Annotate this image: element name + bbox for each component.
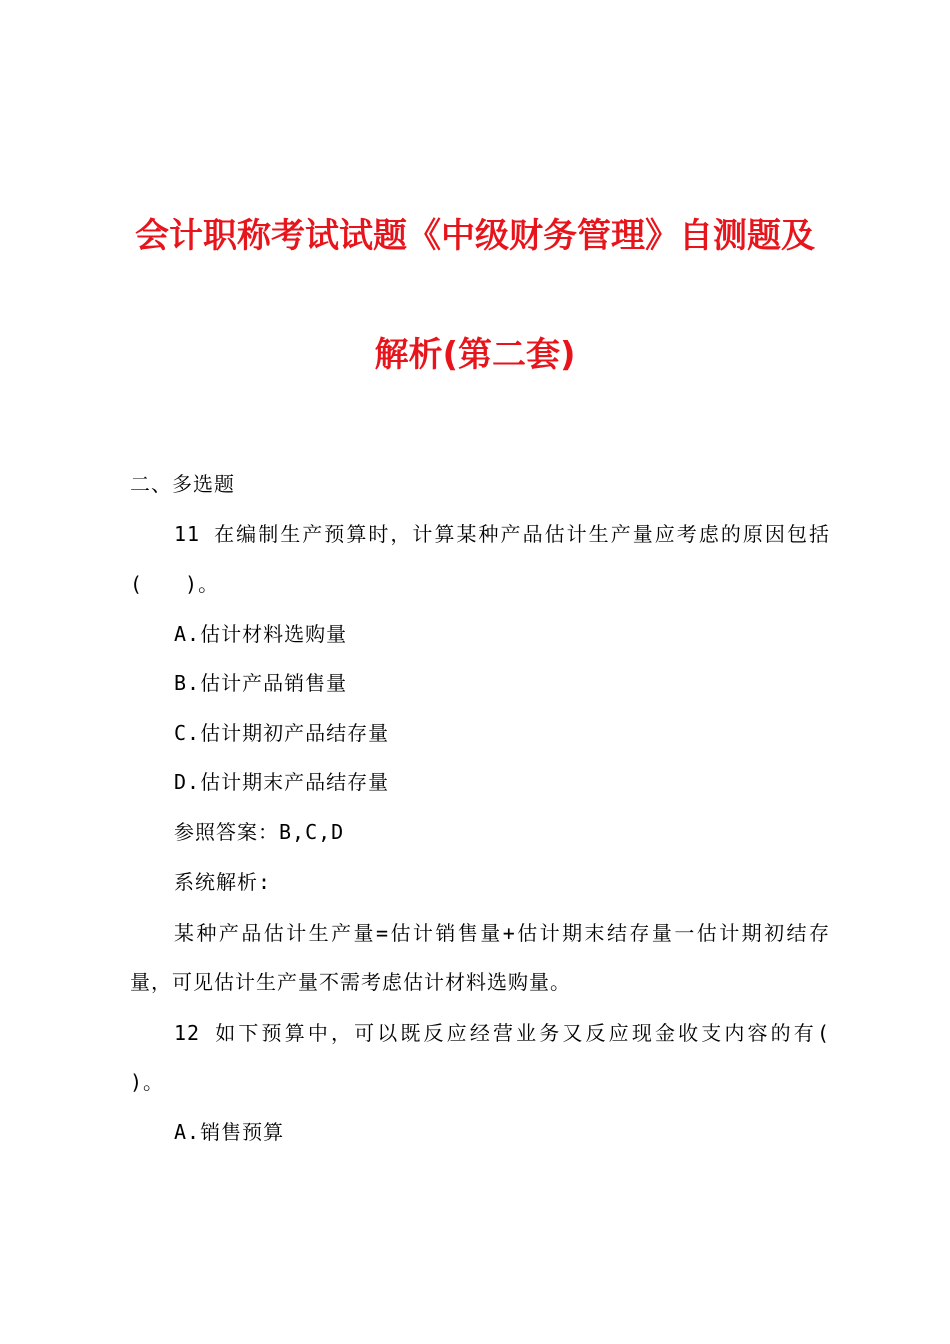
question-11-option-a: A.估计材料选购量 <box>174 622 348 646</box>
question-12-stem-line-2: )。 <box>130 1070 165 1094</box>
question-11-option-d: D.估计期末产品结存量 <box>174 770 390 794</box>
question-11-option-c: C.估计期初产品结存量 <box>174 721 390 745</box>
question-11-option-b: B.估计产品销售量 <box>174 671 348 695</box>
question-11-analysis-line-1: 某种产品估计生产量=估计销售量+估计期末结存量一估计期初结存 <box>174 921 830 945</box>
question-11-answer: 参照答案：B,C,D <box>174 820 345 844</box>
question-11-stem-line-1: 11 在编制生产预算时，计算某种产品估计生产量应考虑的原因包括 <box>174 522 830 546</box>
question-11-analysis-label: 系统解析: <box>174 870 272 894</box>
question-12-stem-line-1: 12 如下预算中，可以既反应经营业务又反应现金收支内容的有( <box>174 1021 830 1045</box>
question-12-option-a: A.销售预算 <box>174 1120 285 1144</box>
document-title-line-2: 解析(第二套) <box>374 335 576 375</box>
question-11-stem-line-2: ( )。 <box>130 572 220 596</box>
section-heading: 二、多选题 <box>130 472 235 496</box>
question-11-analysis-line-2: 量，可见估计生产量不需考虑估计材料选购量。 <box>130 970 571 994</box>
document-title-line-1: 会计职称考试试题《中级财务管理》自测题及 <box>135 216 815 256</box>
